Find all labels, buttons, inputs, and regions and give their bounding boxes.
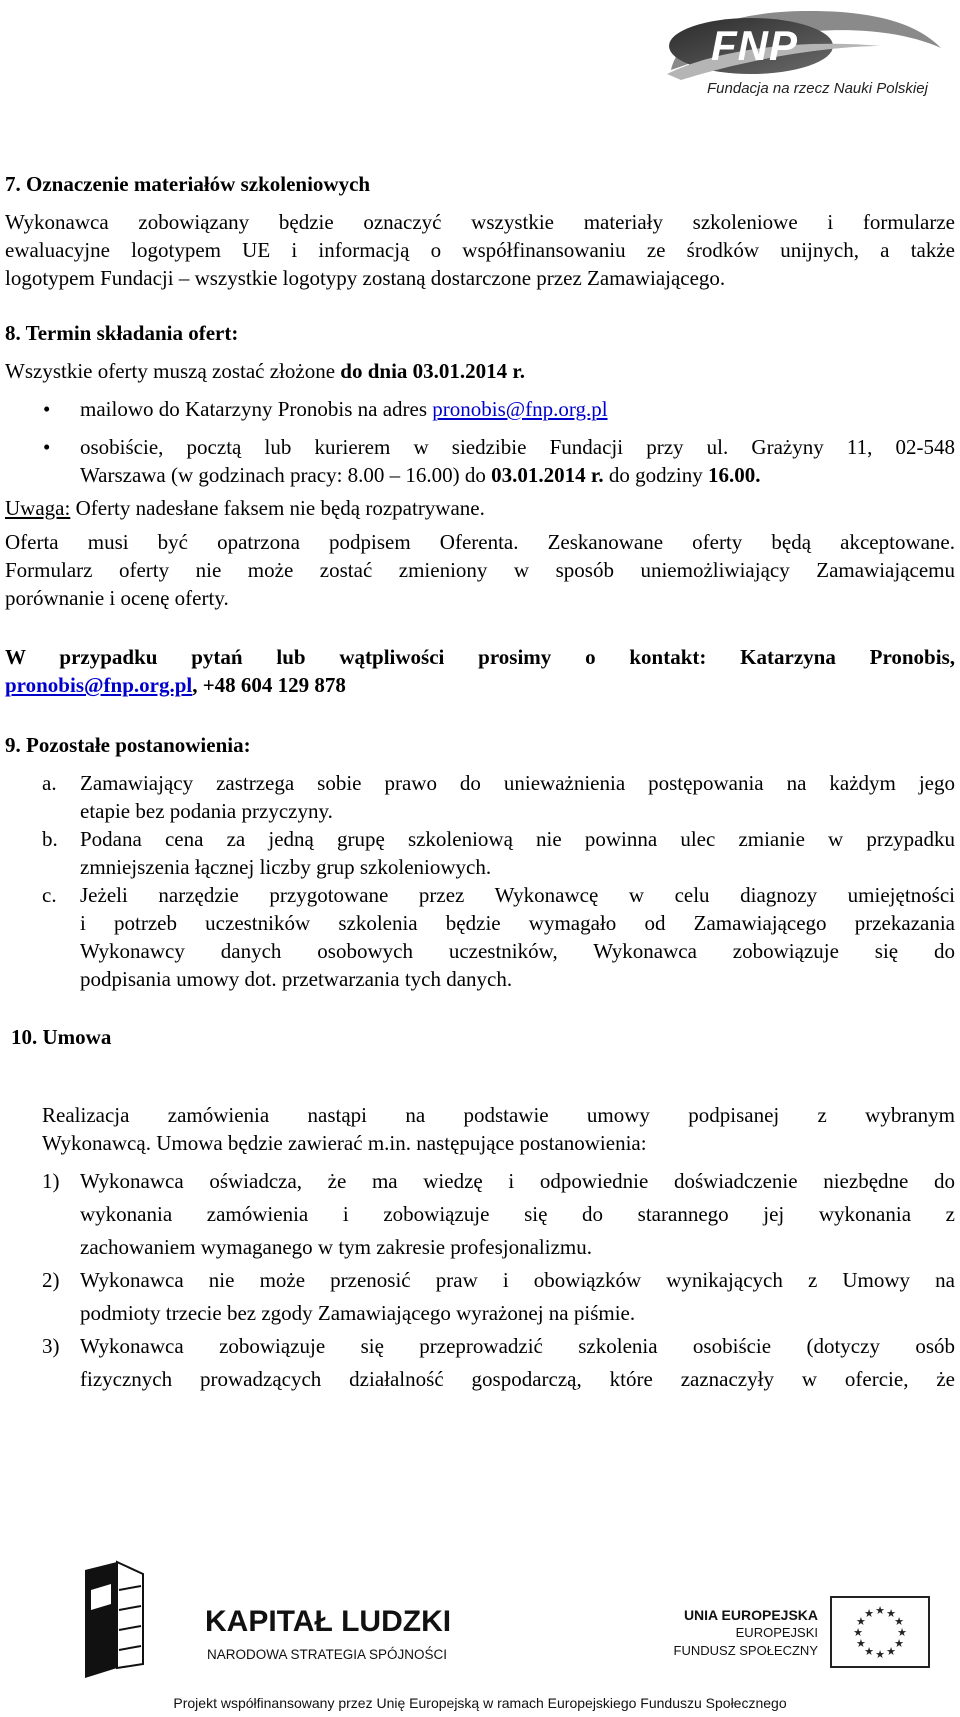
contact-line-2 xyxy=(5,671,955,699)
section-10-heading: 10. Umowa xyxy=(11,1025,112,1049)
list-item xyxy=(5,825,955,881)
bullet-icon: • xyxy=(43,397,51,421)
note-line xyxy=(5,494,955,522)
contact-email-link[interactable]: pronobis@fnp.org.pl xyxy=(5,673,193,697)
note-text: Oferty nadesłane faksem nie będą rozpatrywane. xyxy=(70,496,485,520)
section-7-line: Wykonawca zobowiązany będzie oznaczyć wszystkie materiały szkoleniowe i formularze xyxy=(5,210,955,234)
bullet-icon: • xyxy=(43,435,51,459)
section-7-heading: 7. Oznaczenie materiałów szkoleniowych xyxy=(5,172,371,196)
list-text: fizycznych prowadzących działalność gospodarczą, które zaznaczyły w ofercie, że xyxy=(80,1367,955,1391)
list-item xyxy=(5,1264,955,1330)
list-text: podpisania umowy dot. przetwarzania tych danych. xyxy=(80,967,513,991)
fnp-logo xyxy=(651,8,956,108)
deadline-time: 16.00. xyxy=(707,463,761,487)
fnp-logo-text: FNP xyxy=(711,22,798,69)
list-text: Wykonawca nie może przenosić praw i obowiązków wynikających z Umowy na xyxy=(80,1268,955,1292)
note-label: Uwaga: xyxy=(5,496,71,520)
list-text: Zamawiający zastrzega sobie prawo do unieważnienia postępowania na każdym jego xyxy=(80,771,955,795)
list-text: Podana cena za jedną grupę szkoleniową nie powinna ulec zmianie w przypadku xyxy=(80,827,955,851)
list-item xyxy=(5,433,955,489)
eu-star-icon: ★ xyxy=(853,1627,863,1639)
eu-star-icon: ★ xyxy=(897,1627,907,1639)
document-body xyxy=(5,170,955,1396)
eu-text xyxy=(640,1606,818,1660)
list-text: Wykonawca oświadcza, że ma wiedzę i odpowiednie doświadczenie niezbędne do xyxy=(80,1169,955,1193)
contact-phone: , +48 604 129 878 xyxy=(192,673,346,697)
section-8-intro xyxy=(5,357,955,385)
list-item xyxy=(5,1330,955,1396)
list-item xyxy=(5,395,955,423)
kapital-ludzki-subtitle: NARODOWA STRATEGIA SPÓJNOŚCI xyxy=(207,1647,448,1662)
section-7-line: logotypem Fundacji – wszystkie logotypy zostaną dostarczone przez Zamawiającego. xyxy=(5,266,726,290)
list-text: Jeżeli narzędzie przygotowane przez Wykonawcę w celu diagnozy umiejętności xyxy=(80,883,955,907)
list-item xyxy=(5,881,955,993)
contact-line: W przypadku pytań lub wątpliwości prosimy o kontakt: Katarzyna Pronobis, xyxy=(5,645,955,669)
list-text: zmniejszenia łącznej liczby grup szkoleniowych. xyxy=(80,855,492,879)
eu-star-icon: ★ xyxy=(856,1616,866,1628)
bullet-text-part: Warszawa (w godzinach pracy: 8.00 – 16.00) do xyxy=(80,463,492,487)
eu-star-icon: ★ xyxy=(886,1607,896,1620)
list-text: Wykonawcy danych osobowych uczestników, Wykonawca zobowiązuje się do xyxy=(80,939,955,963)
list-text: podmioty trzecie bez zgody Zamawiającego wyrażonej na piśmie. xyxy=(80,1301,636,1325)
list-item xyxy=(5,1165,955,1264)
eu-flag-icon xyxy=(830,1596,930,1668)
kapital-ludzki-title: KAPITAŁ LUDZKI xyxy=(205,1605,452,1638)
cofinance-note: Projekt współfinansowany przez Unię Europejską w ramach Europejskiego Funduszu Społecznego xyxy=(173,1695,787,1711)
eu-star-icon: ★ xyxy=(894,1616,904,1628)
list-text: etapie bez podania przyczyny. xyxy=(80,799,333,823)
section-7-line: ewaluacyjne logotypem UE i informacją o współfinansowaniu ze środków unijnych, a także xyxy=(5,238,955,262)
list-marker: 3) xyxy=(42,1334,60,1358)
list-text: wykonania zamówienia i zobowiązuje się do starannego jej wykonania z xyxy=(80,1202,955,1226)
footer xyxy=(0,1560,960,1717)
eu-star-icon: ★ xyxy=(886,1646,896,1659)
intro-line: Wykonawcą. Umowa będzie zawierać m.in. następujące postanowienia: xyxy=(42,1131,647,1155)
email-link[interactable]: pronobis@fnp.org.pl xyxy=(432,397,608,421)
fnp-logo-subtitle: Fundacja na rzecz Nauki Polskiej xyxy=(707,80,928,97)
bullet-text: mailowo do Katarzyny Pronobis na adres xyxy=(80,397,433,421)
eu-star-icon: ★ xyxy=(875,1649,885,1661)
list-marker: 1) xyxy=(42,1169,60,1193)
list-text: Wykonawca zobowiązuje się przeprowadzić szkolenia osobiście (dotyczy osób xyxy=(80,1334,955,1358)
list-text: zachowaniem wymaganego w tym zakresie profesjonalizmu. xyxy=(80,1235,592,1259)
bullet-text-part: do godziny xyxy=(603,463,708,487)
list-marker: b. xyxy=(42,827,58,851)
bullet-text xyxy=(80,461,955,489)
kapital-ludzki-logo xyxy=(55,1560,452,1680)
list-marker: a. xyxy=(42,771,57,795)
section-9-heading: 9. Pozostałe postanowienia: xyxy=(5,733,251,757)
sign-line: Formularz oferty nie może zostać zmieniony w sposób uniemożliwiający Zamawiającemu xyxy=(5,558,955,582)
bullet-text: osobiście, pocztą lub kurierem w siedzibie Fundacji przy ul. Grażyny 11, 02-548 xyxy=(80,435,955,459)
eu-line: FUNDUSZ SPOŁECZNY xyxy=(673,1643,818,1658)
eu-star-icon: ★ xyxy=(894,1638,904,1650)
section-8-heading: 8. Termin składania ofert: xyxy=(5,321,239,345)
eu-line: UNIA EUROPEJSKA xyxy=(683,1607,818,1623)
eu-star-icon: ★ xyxy=(864,1646,874,1659)
eu-star-icon: ★ xyxy=(856,1638,866,1650)
section-8-intro-text: Wszystkie oferty muszą zostać złożone xyxy=(5,359,341,383)
deadline-date: 03.01.2014 r. xyxy=(491,463,604,487)
eu-star-icon: ★ xyxy=(864,1607,874,1620)
list-item xyxy=(5,769,955,825)
intro-line: Realizacja zamówienia nastąpi na podstawie umowy podpisanej z wybranym xyxy=(42,1103,955,1127)
sign-line: Oferta musi być opatrzona podpisem Oferenta. Zeskanowane oferty będą akceptowane. xyxy=(5,530,955,554)
section-10-intro xyxy=(5,1101,955,1157)
kapital-ludzki-emblem xyxy=(55,1560,145,1680)
eu-line: EUROPEJSKI xyxy=(735,1625,818,1640)
eu-star-icon: ★ xyxy=(875,1605,885,1617)
list-text: i potrzeb uczestników szkolenia będzie wymagało od Zamawiającego przekazania xyxy=(80,911,955,935)
list-marker: c. xyxy=(42,883,57,907)
list-marker: 2) xyxy=(42,1268,60,1292)
sign-line: porównanie i ocenę oferty. xyxy=(5,586,229,610)
section-8-deadline: do dnia 03.01.2014 r. xyxy=(340,359,526,383)
